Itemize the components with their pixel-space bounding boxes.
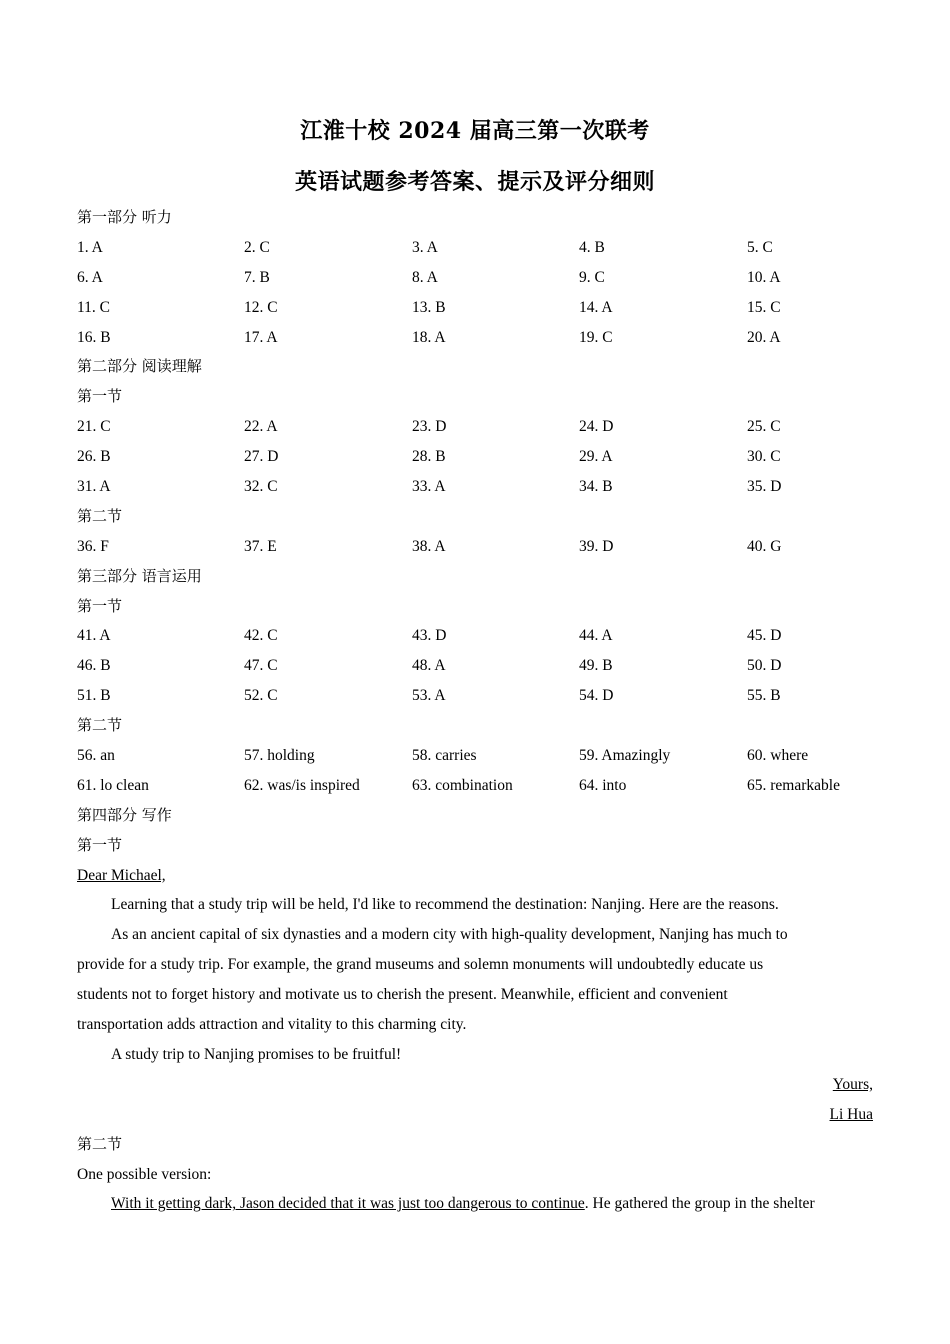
answer-cell: 49. B (579, 657, 613, 675)
answer-cell: 48. A (412, 657, 446, 675)
answer-cell: 56. an (77, 747, 115, 765)
answer-cell: 34. B (579, 478, 613, 496)
answer-cell: 44. A (579, 627, 613, 645)
letter-paragraph-2-line-1: As an ancient capital of six dynasties and a modern city with high-quality development, Nanjing has much to (111, 926, 788, 944)
answer-cell: 5. C (747, 238, 773, 256)
answer-cell: 53. A (412, 687, 446, 705)
answer-cell: 13. B (412, 298, 446, 316)
answer-row (77, 442, 873, 472)
essay-underlined-sentence: With it getting dark, Jason decided that it was just too dangerous to continue (111, 1195, 585, 1213)
answer-cell: 22. A (244, 418, 278, 436)
letter-salutation: Dear Michael, (77, 866, 166, 884)
part1-answer-grid (77, 233, 873, 353)
answer-cell: 35. D (747, 478, 782, 496)
answer-cell: 10. A (747, 268, 781, 286)
answer-cell: 30. C (747, 448, 781, 466)
answer-cell: 37. E (244, 537, 277, 555)
part2-section2-answer-grid (77, 532, 873, 562)
answer-cell: 65. remarkable (747, 776, 840, 794)
document-subtitle: 英语试题参考答案、提示及评分细则 (294, 169, 655, 195)
answer-cell: 38. A (412, 537, 446, 555)
answer-cell: 46. B (77, 657, 111, 675)
letter-paragraph-3: A study trip to Nanjing promises to be fruitful! (111, 1045, 402, 1063)
letter-paragraph-2-line-3: students not to forget history and motivate us to cherish the present. Meanwhile, efficient and convenient (77, 986, 728, 1004)
answer-content (77, 203, 873, 1219)
part2-heading: 第二部分 阅读理解 (77, 357, 202, 376)
answer-cell: 4. B (579, 238, 605, 256)
answer-row (77, 771, 873, 801)
answer-cell: 52. C (244, 687, 278, 705)
answer-row (77, 741, 873, 771)
part3-section2-answer-grid (77, 741, 873, 801)
answer-cell: 17. A (244, 328, 278, 346)
letter-signature: Li Hua (829, 1105, 873, 1123)
answer-cell: 21. C (77, 418, 111, 436)
answer-cell: 41. A (77, 627, 111, 645)
answer-cell: 27. D (244, 448, 279, 466)
answer-cell: 1. A (77, 238, 103, 256)
answer-cell: 12. C (244, 298, 278, 316)
answer-cell: 63. combination (412, 776, 513, 794)
letter-paragraph-2-line-2: provide for a study trip. For example, the grand museums and solemn monuments will undoubtedly educate us (77, 956, 764, 974)
answer-cell: 62. was/is inspired (244, 776, 360, 794)
answer-cell: 8. A (412, 268, 438, 286)
essay-first-line (77, 1189, 873, 1219)
answer-row (77, 293, 873, 323)
answer-cell: 31. A (77, 478, 111, 496)
letter-paragraph-2-line-4: transportation adds attraction and vitality to this charming city. (77, 1016, 467, 1034)
answer-row (77, 472, 873, 502)
answer-cell: 40. G (747, 537, 782, 555)
answer-cell: 60. where (747, 747, 809, 765)
answer-cell: 64. into (579, 776, 627, 794)
answer-cell: 58. carries (412, 747, 477, 765)
answer-cell: 32. C (244, 478, 278, 496)
answer-row (77, 621, 873, 651)
answer-cell: 28. B (412, 448, 446, 466)
answer-cell: 54. D (579, 687, 614, 705)
answer-cell: 36. F (77, 537, 109, 555)
essay-continuation: . He gathered the group in the shelter (584, 1195, 815, 1213)
answer-cell: 59. Amazingly (579, 747, 671, 765)
answer-row (77, 681, 873, 711)
part4-section1-heading: 第一节 (77, 835, 123, 854)
answer-row (77, 651, 873, 681)
letter-paragraph-1: Learning that a study trip will be held, I'd like to recommend the destination: Nanjing. Here are the reasons. (111, 896, 779, 914)
letter-closing: Yours, (832, 1075, 873, 1093)
answer-cell: 29. A (579, 448, 613, 466)
part4-heading: 第四部分 写作 (77, 805, 172, 824)
answer-cell: 33. A (412, 478, 446, 496)
answer-cell: 61. lo clean (77, 776, 149, 794)
answer-cell: 20. A (747, 328, 781, 346)
answer-cell: 45. D (747, 627, 782, 645)
answer-row (77, 323, 873, 353)
answer-row (77, 263, 873, 293)
answer-cell: 25. C (747, 418, 781, 436)
answer-cell: 43. D (412, 627, 447, 645)
answer-cell: 24. D (579, 418, 614, 436)
part2-section1-answer-grid (77, 412, 873, 502)
answer-cell: 39. D (579, 537, 614, 555)
answer-cell: 23. D (412, 418, 447, 436)
answer-cell: 16. B (77, 328, 111, 346)
answer-cell: 50. D (747, 657, 782, 675)
answer-cell: 42. C (244, 627, 278, 645)
essay-intro: One possible version: (77, 1165, 212, 1183)
answer-cell: 6. A (77, 268, 103, 286)
part3-section1-answer-grid (77, 621, 873, 711)
part2-section1-heading: 第一节 (77, 387, 123, 406)
answer-cell: 19. C (579, 328, 613, 346)
document-title: 江淮十校 2024 届高三第一次联考 (300, 118, 650, 144)
part3-heading: 第三部分 语言运用 (77, 566, 202, 585)
part2-section2-heading: 第二节 (77, 506, 123, 525)
part4-section2-heading: 第二节 (77, 1134, 123, 1153)
answer-row (77, 412, 873, 442)
part3-section1-heading: 第一节 (77, 596, 123, 615)
answer-cell: 57. holding (244, 747, 315, 765)
answer-row (77, 233, 873, 263)
answer-cell: 26. B (77, 448, 111, 466)
part3-section2-heading: 第二节 (77, 716, 123, 735)
answer-cell: 18. A (412, 328, 446, 346)
answer-cell: 2. C (244, 238, 270, 256)
answer-row (77, 532, 873, 562)
answer-cell: 15. C (747, 298, 781, 316)
part1-heading: 第一部分 听力 (77, 208, 172, 226)
answer-cell: 7. B (244, 268, 270, 286)
answer-cell: 3. A (412, 238, 438, 256)
answer-cell: 14. A (579, 298, 613, 316)
answer-cell: 47. C (244, 657, 278, 675)
answer-cell: 11. C (77, 298, 111, 316)
answer-cell: 55. B (747, 687, 781, 705)
answer-cell: 51. B (77, 687, 111, 705)
answer-cell: 9. C (579, 268, 605, 286)
